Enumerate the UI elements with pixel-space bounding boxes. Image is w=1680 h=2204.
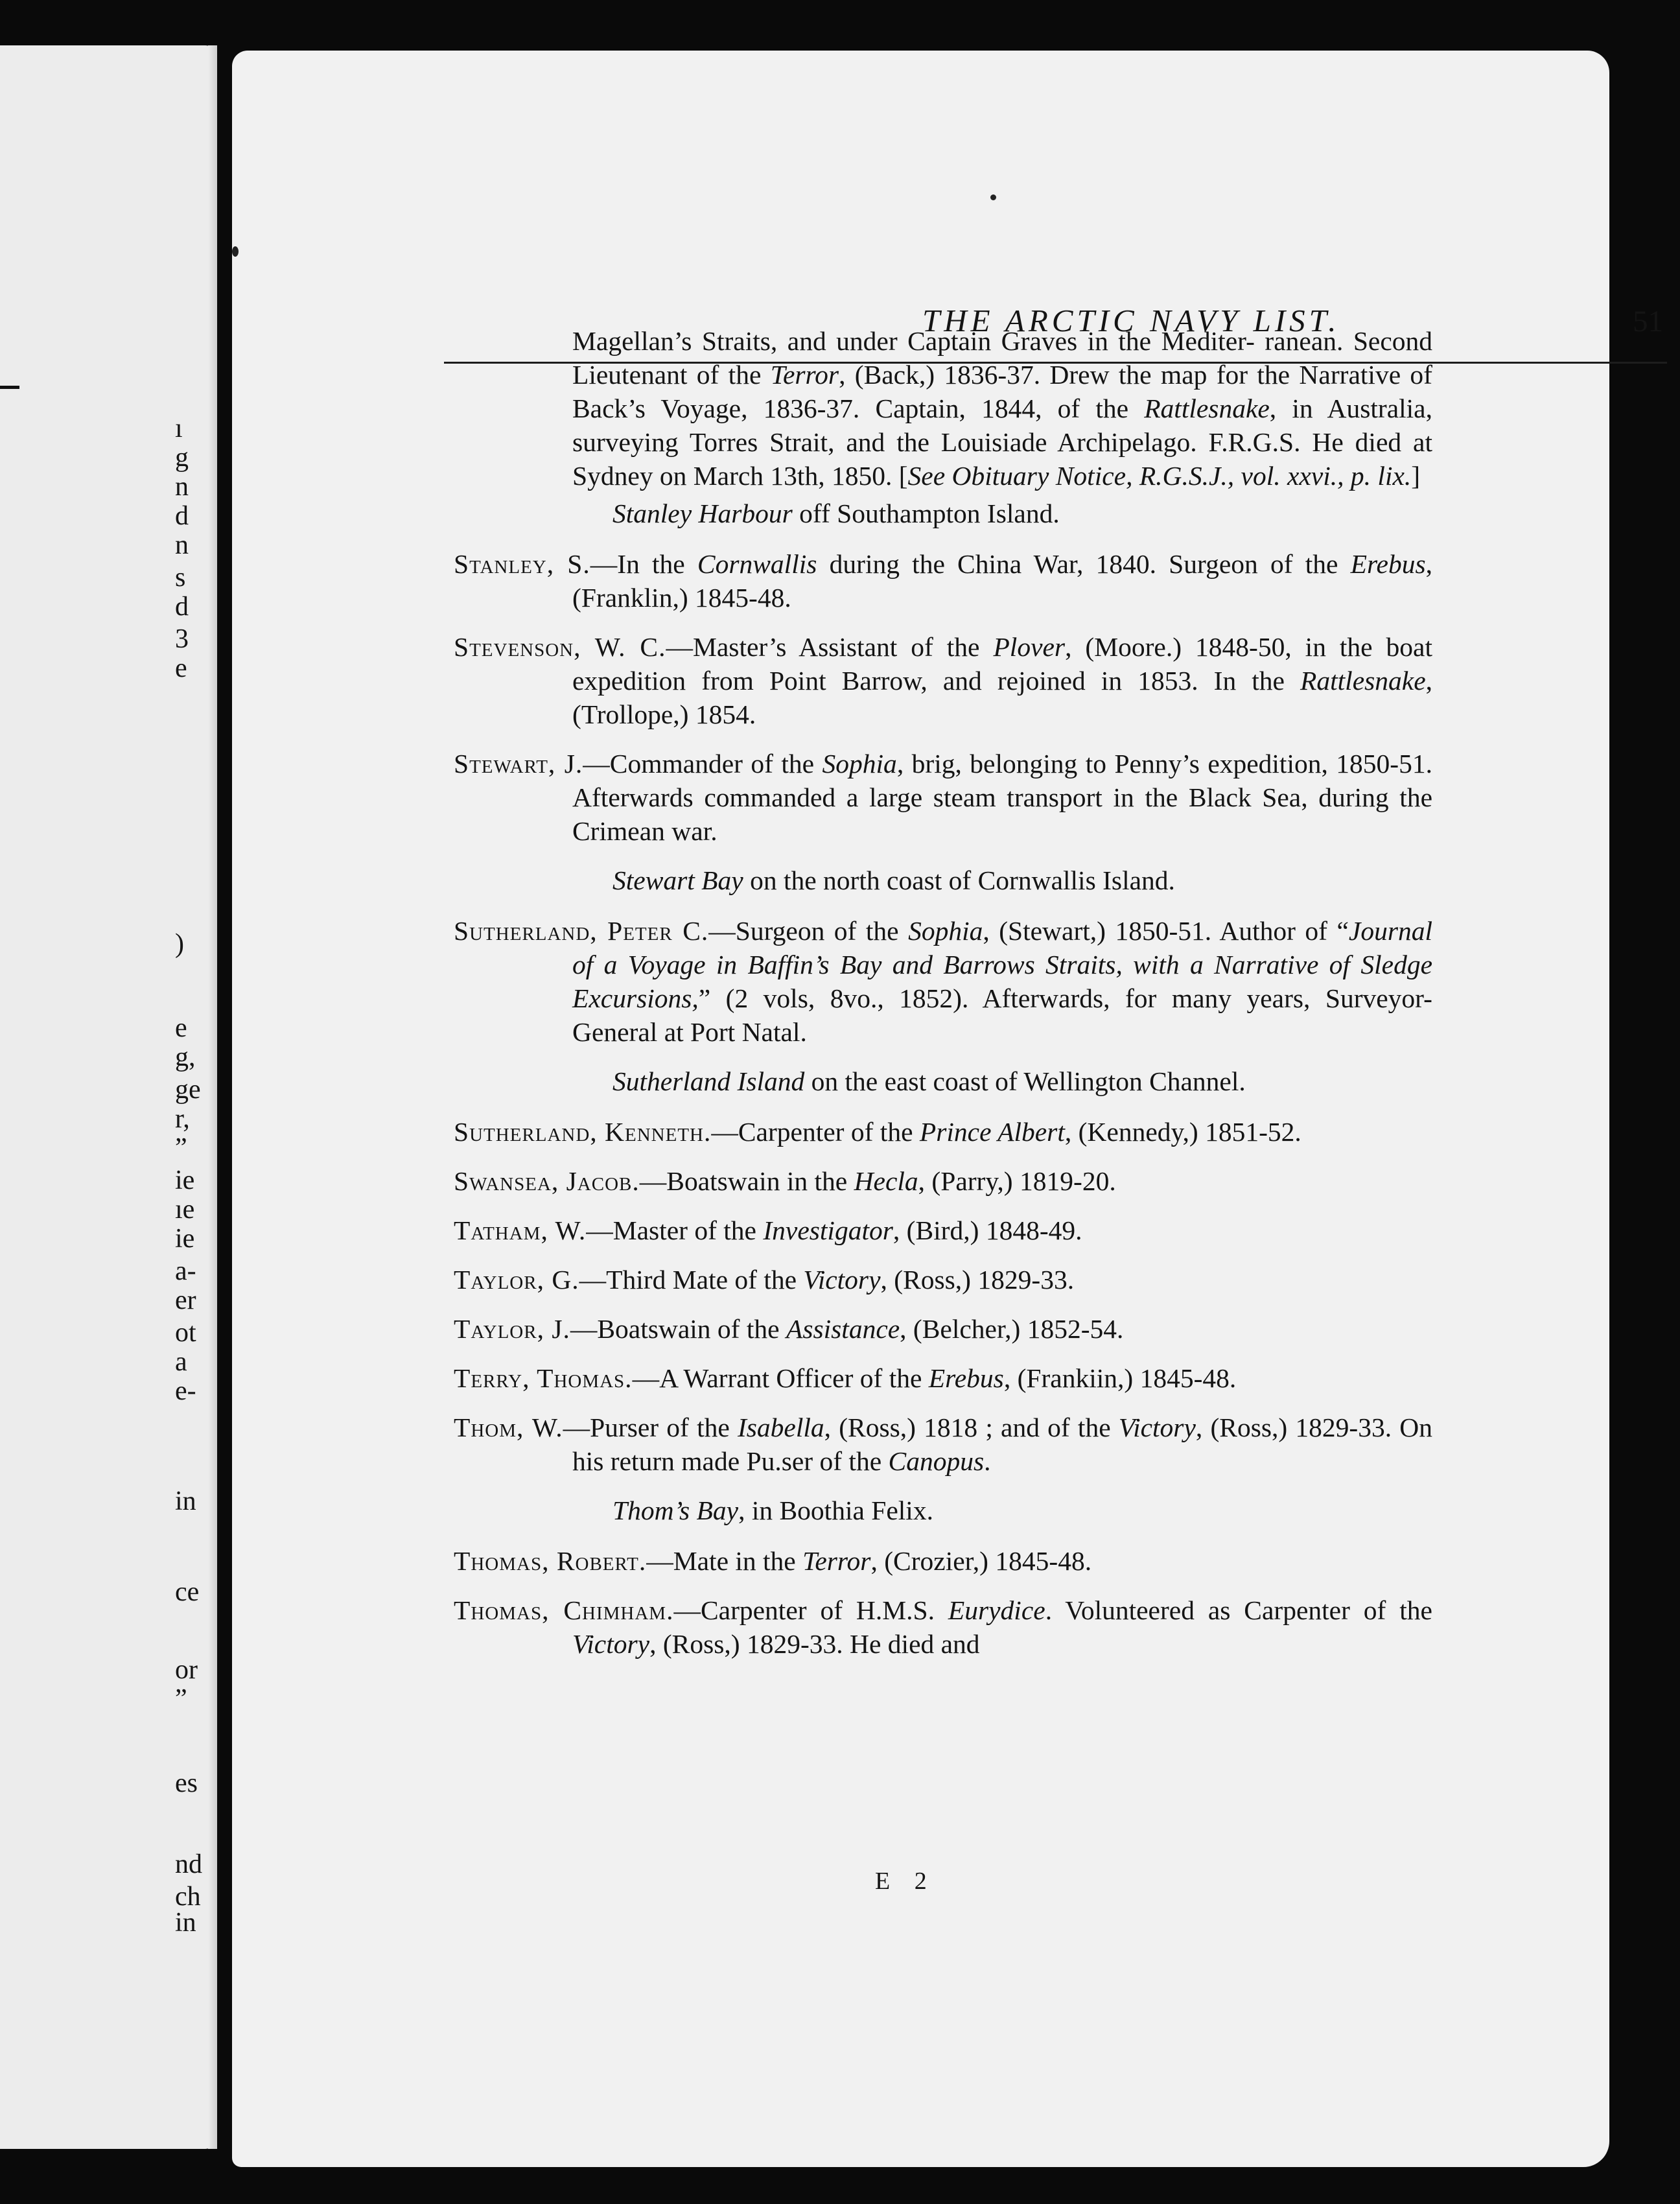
entry bbox=[454, 1263, 1432, 1296]
entry-text: —Mate in the bbox=[646, 1546, 803, 1576]
ship-name: Victory bbox=[1118, 1413, 1196, 1442]
entry-text: , (Parry,) 1819-20. bbox=[918, 1166, 1116, 1196]
ship-name: Hecla bbox=[854, 1166, 918, 1196]
entry-text: , (Frankiin,) 1845-48. bbox=[1003, 1363, 1237, 1393]
entry bbox=[454, 1544, 1432, 1578]
entry bbox=[454, 1411, 1432, 1478]
entry-text: —Commander of the bbox=[583, 749, 822, 779]
place-note bbox=[454, 863, 1432, 897]
entry bbox=[454, 1361, 1432, 1395]
entry-text: . Volunteered as Carpenter of the bbox=[1045, 1595, 1432, 1625]
entry-text: —Boatswain in the bbox=[639, 1166, 854, 1196]
ship-name: Victory bbox=[572, 1629, 650, 1659]
ship-name: Isabella bbox=[737, 1413, 824, 1442]
entry-text: , (Crozier,) 1845-48. bbox=[870, 1546, 1092, 1576]
ship-name: Investigator bbox=[763, 1215, 893, 1245]
entry-text: during the China War, 1840. Surgeon of the bbox=[817, 549, 1351, 579]
entry-name: Terry, Thomas. bbox=[454, 1363, 633, 1393]
place-name: Sutherland Island bbox=[612, 1066, 805, 1096]
entry-text: , (Kennedy,) 1851-52. bbox=[1064, 1117, 1301, 1147]
entry-text: —Purser of the bbox=[563, 1413, 738, 1442]
entry-text: —Master of the bbox=[586, 1215, 764, 1245]
place-name: Thom’s Bay bbox=[612, 1495, 739, 1525]
continued-entry: Magellan’s Straits, and under Captain Graves in the Mediter- ranean. Second Lieutenant of the Terror, (Back,) 1836-37. Drew the map for the Narrative of Back’s Voyage, 1836-37. Captain, 1844, of the Rattlesnake, in Australia, surveying Torres Strait, and the Louisiade Archipelago. F.R.G.S. He died at Sydney on March 13th, 1850. [See Obituary Notice, R.G.S.J., vol. xxvi., p. lix.] bbox=[572, 326, 1433, 491]
entry-name: Stevenson, W. C. bbox=[454, 632, 666, 662]
ship-name: Journal of a Voyage in Baffin’s Bay and Barrows Straits, with a Narrative of Sledge Excursions, bbox=[572, 916, 1433, 1013]
entry-text: , (Ross,) 1829-33. He died and bbox=[649, 1629, 980, 1659]
ship-name: Erebus bbox=[928, 1363, 1004, 1393]
entry-text: , (Ross,) 1818 ; and of the bbox=[824, 1413, 1119, 1442]
entry-text: , (Stewart,) 1850-51. Author of “ bbox=[983, 916, 1349, 946]
entry-name: Tatham, W. bbox=[454, 1215, 587, 1245]
entry-text: , (Bird,) 1848-49. bbox=[892, 1215, 1082, 1245]
entry-text: , (Trollope,) 1854. bbox=[572, 666, 1432, 729]
entry bbox=[454, 747, 1432, 848]
ship-name: Victory bbox=[803, 1265, 881, 1295]
place-note: Stanley Harbour off Southampton Island. bbox=[612, 498, 1060, 528]
page-body bbox=[454, 324, 1432, 1676]
entry bbox=[454, 914, 1432, 1049]
entry bbox=[454, 1593, 1432, 1661]
place-note bbox=[454, 1064, 1432, 1098]
entry-text: ” (2 vols, 8vo., 1852). Afterwards, for many years, Surveyor-General at Port Natal. bbox=[572, 983, 1432, 1047]
entry bbox=[454, 1312, 1432, 1346]
entry-text: —A Warrant Officer of the bbox=[632, 1363, 929, 1393]
ship-name: Rattlesnake bbox=[1300, 666, 1426, 696]
entry-text: , (Ross,) 1829-33. On his return made Pu.ser of the bbox=[572, 1413, 1432, 1476]
entry-text: —Boatswain of the bbox=[570, 1314, 786, 1344]
place-description: , in Boothia Felix. bbox=[738, 1495, 933, 1525]
entry-name: Thom, W. bbox=[454, 1413, 563, 1442]
ship-name: Erebus bbox=[1350, 549, 1426, 579]
entry-name: Sutherland, Kenneth. bbox=[454, 1117, 712, 1147]
entry-name: Taylor, G. bbox=[454, 1265, 579, 1295]
entry-text: —Surgeon of the bbox=[708, 916, 909, 946]
ink-speck bbox=[990, 194, 996, 200]
signature-mark: E 2 bbox=[875, 1868, 936, 1895]
place-note bbox=[454, 1494, 1432, 1527]
running-title: THE ARCTIC NAVY LIST. bbox=[922, 303, 1340, 338]
entry-name: Thomas, Robert. bbox=[454, 1546, 647, 1576]
entry bbox=[454, 547, 1432, 615]
place-description: on the east coast of Wellington Channel. bbox=[804, 1066, 1246, 1096]
ship-name: Sophia bbox=[908, 916, 983, 946]
place-description: on the north coast of Cornwallis Island. bbox=[743, 865, 1175, 895]
ink-speck bbox=[232, 246, 239, 257]
entry bbox=[454, 1115, 1432, 1149]
entry-text: , brig, belonging to Penny’s expedition, 1850-51. Afterwards commanded a large steam transport in the Black Sea, during the Crimean war. bbox=[572, 749, 1433, 846]
entry-name: Taylor, J. bbox=[454, 1314, 570, 1344]
entry-text: —Master’s Assistant of the bbox=[666, 632, 994, 662]
entry-text: , (Belcher,) 1852-54. bbox=[900, 1314, 1124, 1344]
ship-name: Prince Albert bbox=[919, 1117, 1065, 1147]
entry-text: —Carpenter of the bbox=[711, 1117, 920, 1147]
place-name: Stewart Bay bbox=[612, 865, 743, 895]
entry-name: Sutherland, Peter C. bbox=[454, 916, 709, 946]
ship-name: Plover bbox=[993, 632, 1066, 662]
entry-name: Stewart, J. bbox=[454, 749, 583, 779]
entry-text: —Carpenter of H.M.S. bbox=[673, 1595, 948, 1625]
entry-text: , (Moore.) 1848-50, in the boat expedition from Point Barrow, and rejoined in 1853. In the bbox=[572, 632, 1433, 696]
ship-name: Cornwallis bbox=[697, 549, 817, 579]
ship-name: Eurydice bbox=[948, 1595, 1045, 1625]
entry-list bbox=[454, 547, 1432, 1661]
entry-text: —Third Mate of the bbox=[579, 1265, 804, 1295]
entry-name: Swansea, Jacob. bbox=[454, 1166, 640, 1196]
ship-name: Terror bbox=[802, 1546, 871, 1576]
ship-name: Canopus bbox=[888, 1446, 985, 1476]
entry-text: , (Ross,) 1829-33. bbox=[880, 1265, 1075, 1295]
page-number: 51 bbox=[1633, 305, 1663, 338]
entry-text: —In the bbox=[590, 549, 697, 579]
entry bbox=[454, 1164, 1432, 1198]
entry-name: Stanley, S. bbox=[454, 549, 590, 579]
previous-page: ı g n d n s d 3 e ) e g, ge r, ” ie ıe ie a- er ot a e- in ce or ” es nd ch in bbox=[0, 45, 217, 2149]
entry-text: , (Franklin,) 1845-48. bbox=[572, 549, 1432, 613]
ship-name: Sophia bbox=[822, 749, 897, 779]
page-gutter bbox=[208, 45, 217, 2149]
entry bbox=[454, 630, 1432, 731]
entry-name: Thomas, Chimham. bbox=[454, 1595, 674, 1625]
entry bbox=[454, 1213, 1432, 1247]
ship-name: Assistance bbox=[786, 1314, 900, 1344]
left-page-rule bbox=[0, 386, 19, 389]
entry-text: . bbox=[984, 1446, 991, 1476]
